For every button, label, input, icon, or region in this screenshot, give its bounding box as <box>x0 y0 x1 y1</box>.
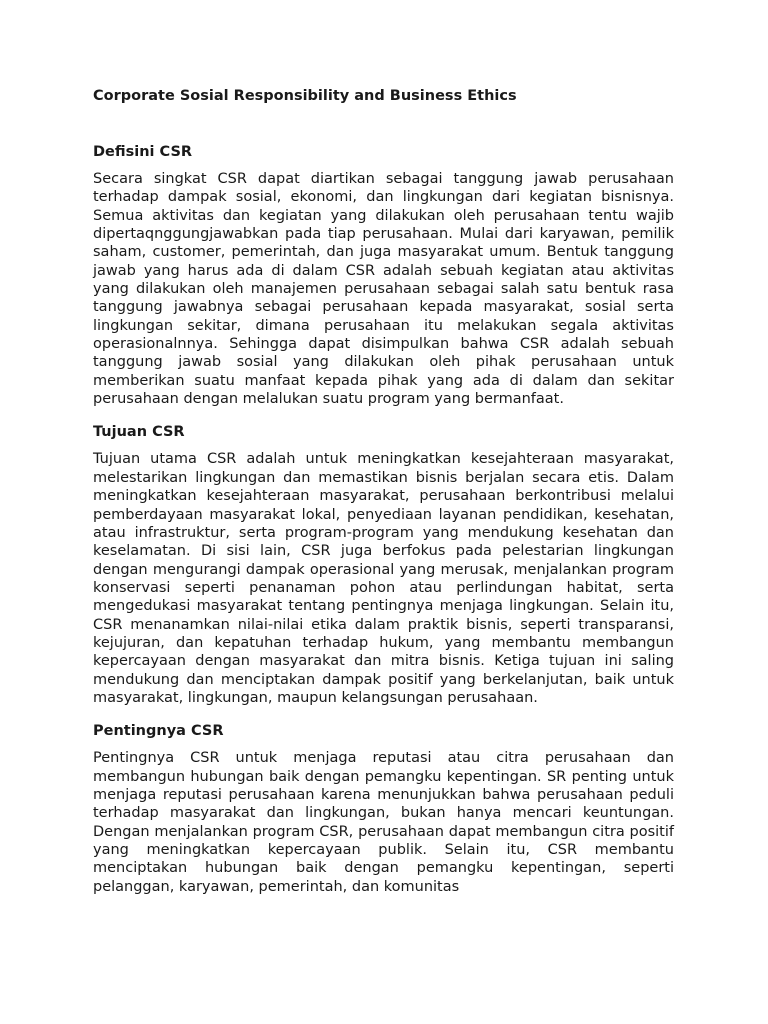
section-body-tujuan: Tujuan utama CSR adalah untuk meningkatkan kesejahteraan masyarakat, melestarikan lingkungan dan memastikan bisnis berjalan secara etis. Dalam meningkatkan kesejahteraan masyarakat, perusahaan berkontribusi melalui pemberdayaan masyarakat lokal, penyediaan layanan pendidikan, kesehatan, atau infrastruktur, serta program-program yang mendukung kesehatan dan keselamatan. Di sisi lain, CSR juga berfokus pada pelestarian lingkungan dengan mengurangi dampak operasional yang merusak, menjalankan program konservasi seperti penanaman pohon atau perlindungan habitat, serta mengedukasi masyarakat tentang pentingnya menjaga lingkungan. Selain itu, CSR menanamkan nilai-nilai etika dalam praktik bisnis, seperti transparansi, kejujuran, dan kepatuhan terhadap hukum, yang membantu membangun kepercayaan dengan masyarakat dan mitra bisnis. Ketiga tujuan ini saling mendukung dan menciptakan dampak positif yang berkelanjutan, baik untuk masyarakat, lingkungan, maupun kelangsungan perusahaan. <box>93 451 674 706</box>
section-heading-pentingnya: Pentingnya CSR <box>93 723 224 740</box>
section-pentingnya <box>93 721 674 896</box>
section-heading-tujuan: Tujuan CSR <box>93 424 185 441</box>
section-body-definisi: Secara singkat CSR dapat diartikan sebagai tanggung jawab perusahaan terhadap dampak sosial, ekonomi, dan lingkungan dari kegiatan bisnisnya. Semua aktivitas dan kegiatan yang dilakukan oleh perusahaan tentu wajib dipertaqnggungjawabkan pada tiap perusahaan. Mulai dari karyawan, pemilik saham, customer, pemerintah, dan juga masyarakat umum. Bentuk tanggung jawab yang harus ada di dalam CSR adalah sebuah kegiatan atau aktivitas yang dilakukan oleh manajemen perusahaan sebagai salah satu bentuk rasa tanggung jawabnya sebagai perusahaan kepada masyarakat, sosial serta lingkungan sekitar, dimana perusahaan itu melakukan segala aktivitas operasionalnnya. Sehingga dapat disimpulkan bahwa CSR adalah sebuah tanggung jawab sosial yang dilakukan oleh pihak perusahaan untuk memberikan suatu manfaat kepada pihak yang ada di dalam dan sekitar perusahaan dengan melalukan suatu program yang bermanfaat. <box>93 171 674 408</box>
document-title: Corporate Sosial Responsibility and Business Ethics <box>93 88 517 104</box>
section-tujuan <box>93 422 674 707</box>
section-body-pentingnya: Pentingnya CSR untuk menjaga reputasi atau citra perusahaan dan membangun hubungan baik dengan pemangku kepentingan. SR penting untuk menjaga reputasi perusahaan karena menunjukkan bahwa perusahaan peduli terhadap masyarakat dan lingkungan, bukan hanya mencari keuntungan. Dengan menjalankan program CSR, perusahaan dapat membangun citra positif yang meningkatkan kepercayaan publik. Selain itu, CSR membantu menciptakan hubungan baik dengan pemangku kepentingan, seperti pelanggan, karyawan, pemerintah, dan komunitas <box>93 750 674 895</box>
document-page <box>93 86 674 910</box>
section-heading-definisi: Defisini CSR <box>93 144 193 160</box>
section-definisi <box>93 142 674 408</box>
